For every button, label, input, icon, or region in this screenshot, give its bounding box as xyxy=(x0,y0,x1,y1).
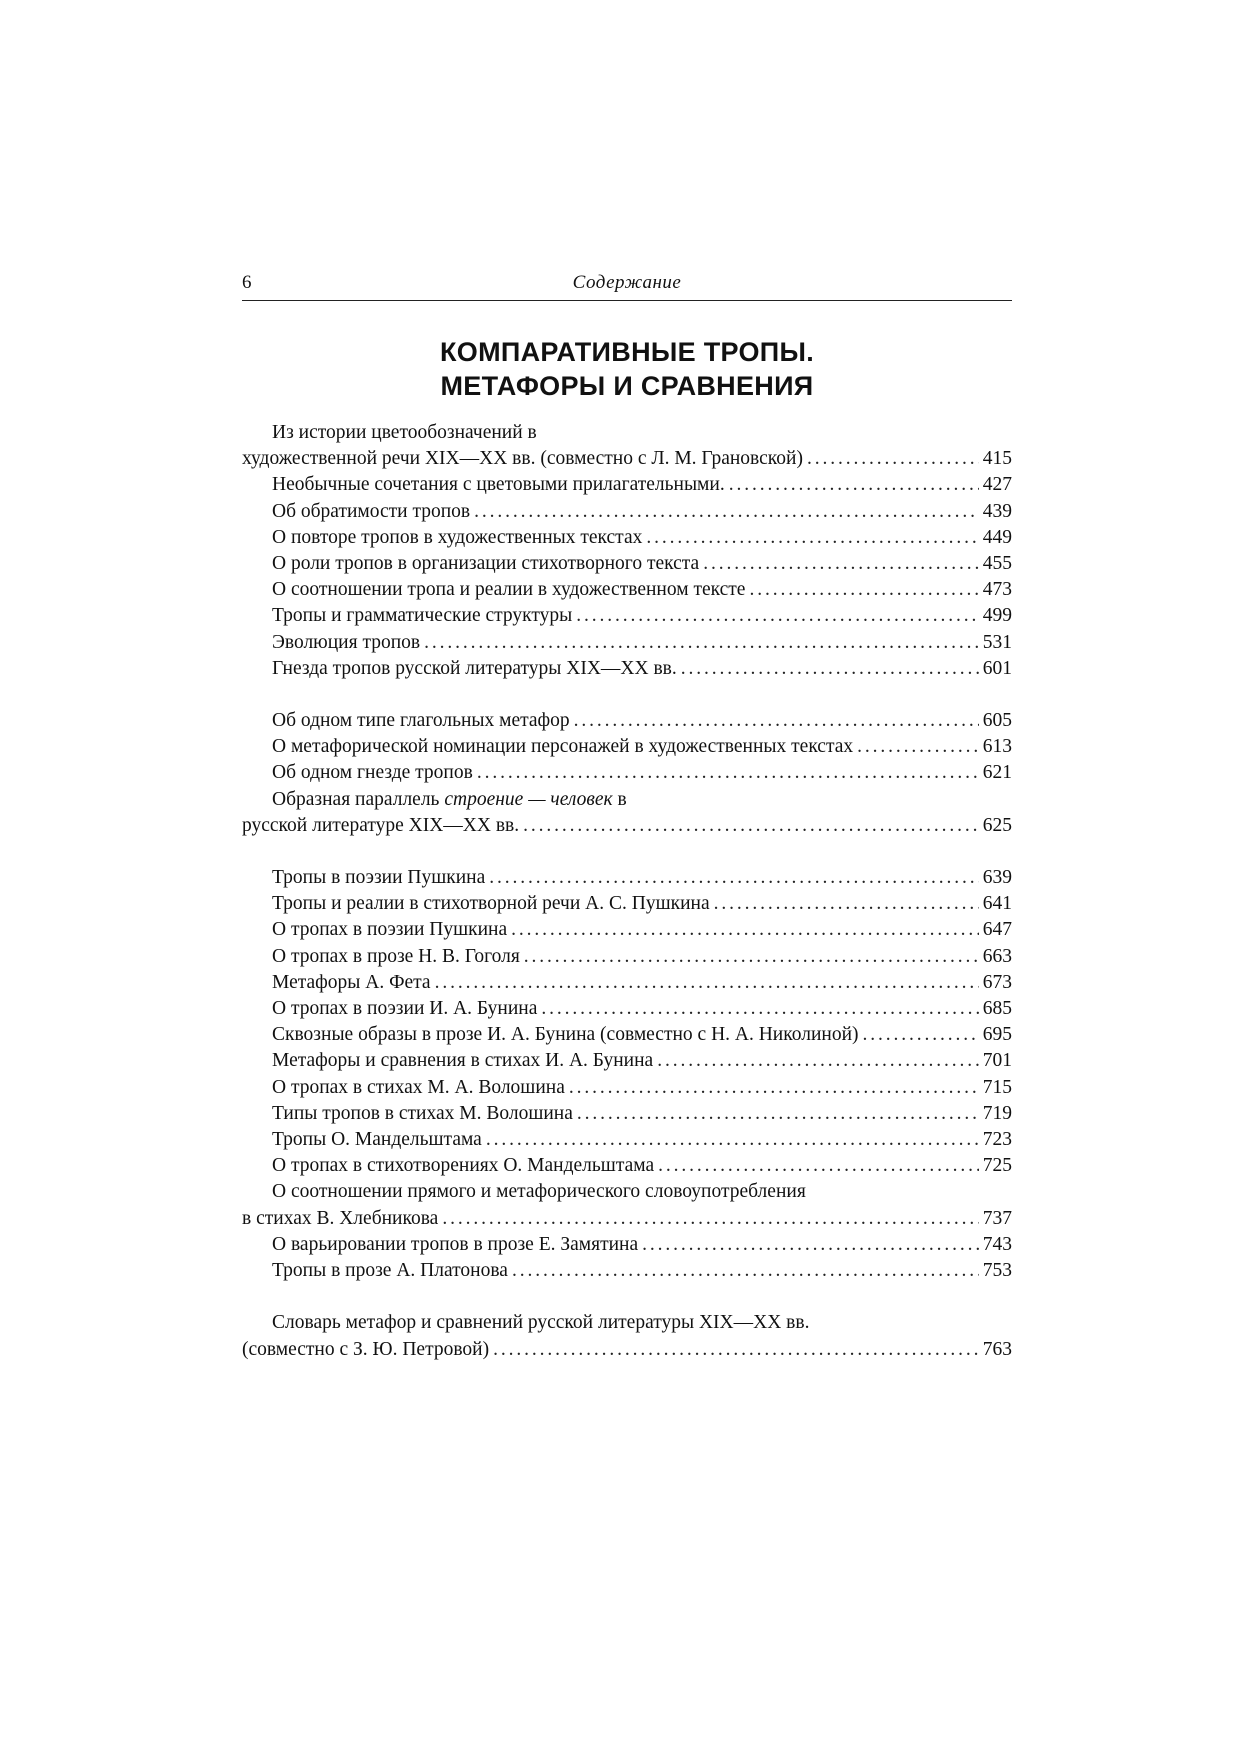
toc-entry-title: Тропы О. Мандельштама xyxy=(272,1129,482,1151)
toc-entry xyxy=(242,944,1012,970)
toc-page-number: 743 xyxy=(982,1233,1012,1255)
dot-leader xyxy=(646,525,978,551)
toc-page-number: 499 xyxy=(982,605,1012,627)
dot-leader xyxy=(435,970,979,996)
toc-entry xyxy=(242,760,1012,786)
toc-page-number: 723 xyxy=(982,1129,1012,1151)
book-page xyxy=(242,270,1012,1363)
toc-entry-title: Сквозные образы в прозе И. А. Бунина (совместно с Н. А. Николиной) xyxy=(272,1024,859,1046)
toc-entry-title: О соотношении тропа и реалии в художественном тексте xyxy=(272,579,746,601)
dot-leader xyxy=(474,499,979,525)
dot-leader xyxy=(749,577,978,603)
toc-entry xyxy=(242,1127,1012,1153)
toc-page-number: 695 xyxy=(982,1024,1012,1046)
toc-page-number: 719 xyxy=(982,1102,1012,1124)
toc-page-number: 613 xyxy=(982,736,1012,758)
toc-page-number: 725 xyxy=(982,1155,1012,1177)
dot-leader xyxy=(524,944,979,970)
toc-entry xyxy=(242,525,1012,551)
toc-page-number: 647 xyxy=(982,919,1012,941)
toc-entry-title: Из истории цветообозначений в xyxy=(272,422,537,443)
toc-entry-title: О тропах в поэзии И. А. Бунина xyxy=(272,998,538,1020)
toc-entry-title-continued: русской литературе XIX—XX вв. xyxy=(242,814,520,836)
dot-leader xyxy=(424,630,979,656)
toc-entry xyxy=(242,917,1012,943)
toc-entry-title-continued: художественной речи XIX—XX вв. (совместно с Л. М. Грановской) xyxy=(242,448,803,470)
toc-page-number: 673 xyxy=(982,971,1012,993)
toc-entry xyxy=(242,420,1012,472)
dot-leader xyxy=(658,1153,979,1179)
toc-entry-title: Тропы и грамматические структуры xyxy=(272,605,573,627)
dot-leader xyxy=(442,1206,978,1232)
toc-entry xyxy=(242,551,1012,577)
dot-leader xyxy=(541,996,978,1022)
toc-group-4 xyxy=(242,1310,1012,1362)
dot-leader xyxy=(729,472,979,498)
toc-page-number: 439 xyxy=(982,500,1012,522)
toc-entry xyxy=(242,1048,1012,1074)
toc-page-number: 427 xyxy=(982,474,1012,496)
running-head xyxy=(242,270,1012,301)
toc-entry-title: Об одном гнезде тропов xyxy=(272,762,473,784)
dot-leader xyxy=(486,1127,979,1153)
toc-entry-title: Тропы и реалии в стихотворной речи А. С. Пушкина xyxy=(272,893,710,915)
toc-group-1 xyxy=(242,420,1012,682)
toc-page-number: 601 xyxy=(982,657,1012,679)
toc-entry-title: Тропы в поэзии Пушкина xyxy=(272,867,486,889)
toc-entry-title-continued: (совместно с З. Ю. Петровой) xyxy=(242,1338,490,1360)
toc-entry xyxy=(242,1022,1012,1048)
toc-entry-title-part: в xyxy=(612,788,627,810)
toc-entry xyxy=(242,734,1012,760)
toc-entry xyxy=(242,1075,1012,1101)
dot-leader xyxy=(703,551,979,577)
toc-entry-title: О варьировании тропов в прозе Е. Замятина xyxy=(272,1233,639,1255)
toc-page-number: 701 xyxy=(982,1050,1012,1072)
toc-entry xyxy=(242,630,1012,656)
dot-leader xyxy=(489,865,978,891)
toc-page-number: 639 xyxy=(982,867,1012,889)
toc-entry-title xyxy=(242,787,1012,813)
toc-entry xyxy=(242,603,1012,629)
dot-leader xyxy=(714,891,979,917)
toc-page-number: 641 xyxy=(982,893,1012,915)
running-title: Содержание xyxy=(572,272,682,293)
toc-page-number: 531 xyxy=(982,631,1012,653)
toc-entry-title: Эволюция тропов xyxy=(272,631,421,653)
toc-entry-title: Об одном типе глагольных метафор xyxy=(272,710,570,732)
dot-leader xyxy=(857,734,979,760)
section-title-line-1: КОМПАРАТИВНЫЕ ТРОПЫ. xyxy=(440,337,814,367)
toc-page-number: 455 xyxy=(982,553,1012,575)
dot-leader xyxy=(574,708,979,734)
toc-entry xyxy=(242,1153,1012,1179)
dot-leader xyxy=(681,656,979,682)
page-number: 6 xyxy=(242,272,252,293)
dot-leader xyxy=(577,1101,979,1127)
toc-entry xyxy=(242,996,1012,1022)
dot-leader xyxy=(512,1258,979,1284)
toc-entry xyxy=(242,708,1012,734)
dot-leader xyxy=(523,813,979,839)
dot-leader xyxy=(657,1048,979,1074)
toc-entry-title: Необычные сочетания с цветовыми прилагательными. xyxy=(272,474,725,496)
toc-entry-title-continued: в стихах В. Хлебникова xyxy=(242,1207,439,1229)
toc-entry-title: О метафорической номинации персонажей в художественных текстах xyxy=(272,736,854,758)
dot-leader xyxy=(569,1075,979,1101)
toc-entry-title: О повторе тропов в художественных текстах xyxy=(272,526,643,548)
toc-entry-title: Гнезда тропов русской литературы XIX—XX вв. xyxy=(272,657,677,679)
toc-entry-title: О тропах в прозе Н. В. Гоголя xyxy=(272,945,520,967)
toc-entry-title: Метафоры и сравнения в стихах И. А. Бунина xyxy=(272,1050,654,1072)
section-title xyxy=(242,335,1012,403)
toc-entry xyxy=(242,970,1012,996)
toc-entry-title: О тропах в поэзии Пушкина xyxy=(272,919,508,941)
dot-leader xyxy=(576,603,979,629)
toc-page-number: 605 xyxy=(982,710,1012,732)
dot-leader xyxy=(477,760,979,786)
dot-leader xyxy=(642,1232,979,1258)
dot-leader xyxy=(493,1337,979,1363)
toc-entry-title: Об обратимости тропов xyxy=(272,500,471,522)
toc-page-number: 715 xyxy=(982,1076,1012,1098)
toc-entry-title: Метафоры А. Фета xyxy=(272,971,431,993)
toc-page-number: 685 xyxy=(982,998,1012,1020)
toc-page-number: 737 xyxy=(982,1207,1012,1229)
toc-entry xyxy=(242,865,1012,891)
toc-entry-title: Типы тропов в стихах М. Волошина xyxy=(272,1102,573,1124)
dot-leader xyxy=(807,446,979,472)
toc-page-number: 415 xyxy=(982,448,1012,470)
toc-entry xyxy=(242,472,1012,498)
dot-leader xyxy=(511,917,979,943)
dot-leader xyxy=(863,1022,979,1048)
toc-entry-title: О соотношении прямого и метафорического словоупотребления xyxy=(272,1181,806,1203)
toc-entry xyxy=(242,891,1012,917)
toc-entry xyxy=(242,1310,1012,1362)
toc-entry xyxy=(242,1232,1012,1258)
toc-page-number: 473 xyxy=(982,579,1012,601)
toc-page-number: 753 xyxy=(982,1260,1012,1282)
toc-page-number: 449 xyxy=(982,526,1012,548)
toc-entry xyxy=(242,499,1012,525)
toc-page-number: 625 xyxy=(982,814,1012,836)
toc-entry xyxy=(242,1101,1012,1127)
toc-entry xyxy=(242,1258,1012,1284)
toc-page-number: 621 xyxy=(982,762,1012,784)
toc-entry xyxy=(242,577,1012,603)
toc-page-number: 763 xyxy=(982,1338,1012,1360)
section-title-line-2: МЕТАФОРЫ И СРАВНЕНИЯ xyxy=(440,371,814,401)
toc-entry-title: О тропах в стихотворениях О. Мандельштама xyxy=(272,1155,655,1177)
toc-entry xyxy=(242,656,1012,682)
toc-entry-title: О тропах в стихах М. А. Волошина xyxy=(272,1076,565,1098)
toc-page-number: 663 xyxy=(982,945,1012,967)
table-of-contents xyxy=(242,420,1012,1363)
toc-entry-title-part: Образная параллель xyxy=(272,788,445,810)
toc-entry-title: Тропы в прозе А. Платонова xyxy=(272,1260,508,1282)
toc-entry-title-emphasis: строение — человек xyxy=(444,788,613,810)
toc-entry xyxy=(242,1179,1012,1231)
toc-group-3 xyxy=(242,865,1012,1284)
toc-entry-title: Словарь метафор и сравнений русской литературы XIX—XX вв. xyxy=(272,1312,810,1334)
toc-group-2 xyxy=(242,708,1012,839)
toc-entry-title: О роли тропов в организации стихотворного текста xyxy=(272,553,700,575)
toc-entry xyxy=(242,787,1012,839)
